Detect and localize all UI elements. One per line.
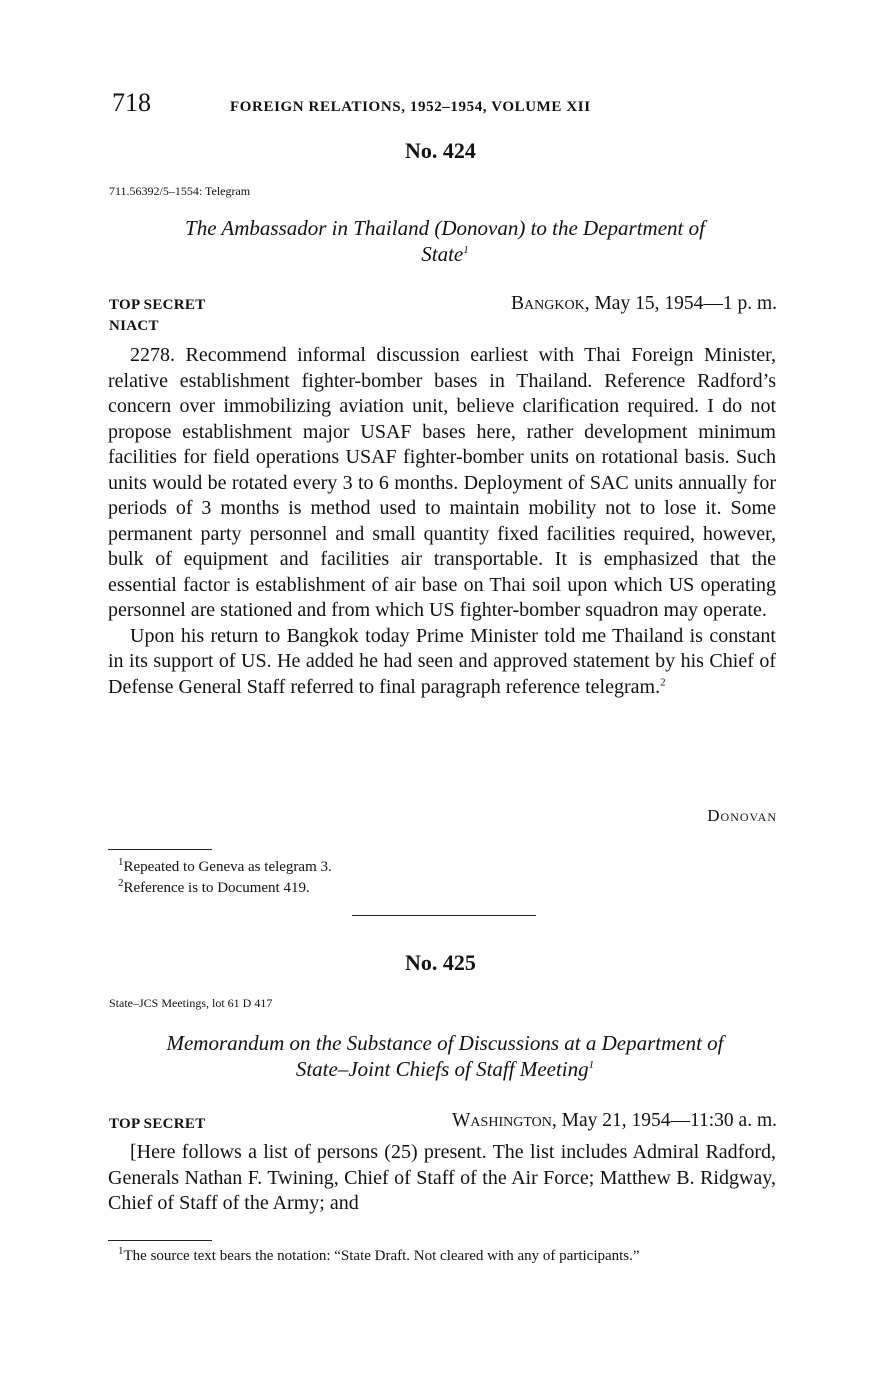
doc-424-title-line2: State	[421, 242, 464, 266]
doc-425-title-line2: State–Joint Chiefs of Staff Meeting	[295, 1057, 589, 1081]
running-title: FOREIGN RELATIONS, 1952–1954, VOLUME XII	[230, 99, 591, 115]
doc-425-date: , May 21, 1954—11:30 a. m.	[551, 1110, 777, 1131]
doc-424-title	[100, 215, 790, 267]
doc-424-signature: Donovan	[707, 806, 777, 825]
doc-424-place: Bangkok	[511, 293, 585, 314]
doc-424-number: No. 424	[405, 138, 476, 163]
doc-424-paragraph-1: 2278. Recommend informal discussion earliest with Thai Foreign Minister, relative establishment fighter-bomber bases in Thailand. Reference Radford’s concern over immobilizing aviation unit, believe clarification required. I do not propose establishment major USAF bases here, rather development minimum facilities for field operations USAF fighter-bomber units on rotational basis. Such units would be rotated every 3 to 6 months. Deployment of SAC units annually for periods of 3 months is method used to maintain mobility not to lose it. Some permanent party personnel and small quantity fixed facilities required, however, bulk of equipment and facilities air transportable. It is emphasized that the essential factor is establishment of air base on Thai soil upon which US operating personnel are stationed and from which US fighter-bomber squadron may operate.	[108, 344, 776, 621]
doc-425-source: State–JCS Meetings, lot 61 D 417	[109, 996, 273, 1010]
section-divider	[352, 915, 536, 916]
doc-424-classification: TOP SECRET	[109, 297, 206, 313]
doc-424-paragraph-2: Upon his return to Bangkok today Prime Minister told me Thailand is constant in its support of US. He added he had seen and approved statement by his Chief of Defense General Staff referred to final paragraph reference telegram.	[108, 624, 776, 698]
doc-425-body	[108, 1140, 776, 1217]
doc-425-title	[100, 1030, 790, 1082]
doc-425-place: Washington	[452, 1110, 552, 1131]
footnote-divider	[108, 849, 212, 850]
doc-425-title-line1: Memorandum on the Substance of Discussions at a Department of	[166, 1031, 724, 1055]
page-number: 718	[112, 88, 151, 117]
footnote-divider-2	[108, 1240, 212, 1241]
doc-425-paragraph-1: [Here follows a list of persons (25) present. The list includes Admiral Radford, Generals Nathan F. Twining, Chief of Staff of the Air Force; Matthew B. Ridgway, Chief of Staff of the Army; and	[108, 1141, 776, 1214]
doc-424-source: 711.56392/5–1554: Telegram	[109, 184, 251, 198]
doc-424-paragraph-2-note: 2	[660, 675, 666, 688]
doc-424-footnote-2: $^2$Reference is to Document 419.	[118, 877, 310, 896]
doc-424-precedence: NIACT	[109, 318, 159, 334]
doc-425-dateline	[452, 1110, 777, 1132]
doc-425-footnote-1: $^1$The source text bears the notation: “State Draft. Not cleared with any of participants.”	[118, 1245, 640, 1264]
doc-425-title-note: 1	[588, 1059, 595, 1071]
doc-424-date: , May 15, 1954—1 p. m.	[584, 293, 777, 314]
doc-424-dateline	[511, 293, 777, 315]
doc-424-title-line1: The Ambassador in Thailand (Donovan) to the Department of	[185, 216, 705, 240]
doc-425-classification: TOP SECRET	[109, 1116, 206, 1132]
doc-424-body	[108, 343, 776, 700]
doc-424-footnote-1: $^1$Repeated to Geneva as telegram 3.	[118, 856, 332, 875]
doc-424-title-note: 1	[463, 244, 469, 256]
doc-425-number: No. 425	[405, 950, 476, 975]
